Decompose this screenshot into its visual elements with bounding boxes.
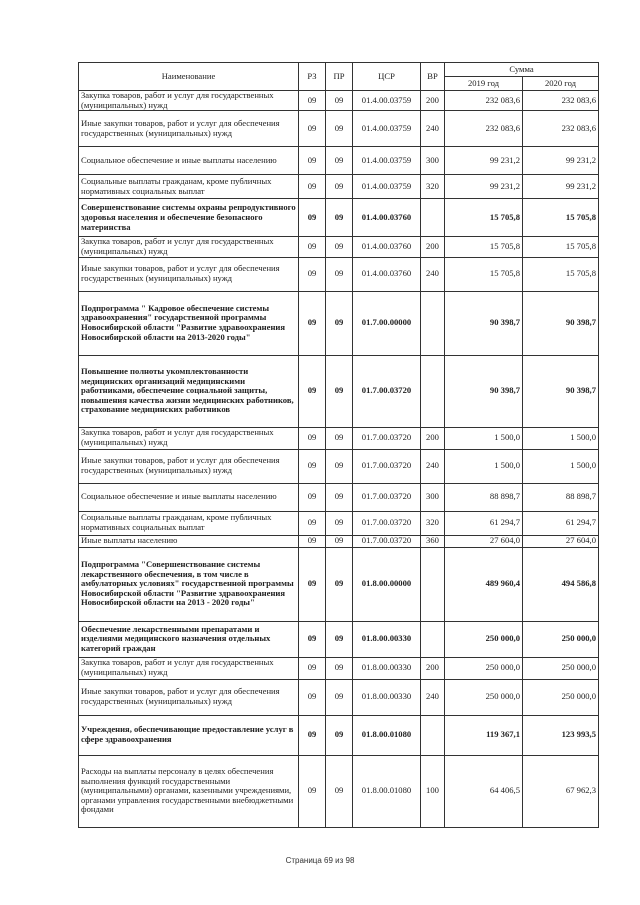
row-rz: 09 (299, 355, 326, 427)
row-csr: 01.8.00.00330 (353, 657, 421, 679)
table-row (79, 237, 599, 257)
row-amount-2019: 15 705,8 (445, 237, 523, 257)
row-amount-2019: 99 231,2 (445, 147, 523, 175)
row-vr: 240 (421, 111, 445, 147)
row-pr: 09 (326, 755, 353, 827)
row-vr: 240 (421, 679, 445, 715)
row-name: Иные закупки товаров, работ и услуг для обеспечения государственных (муниципальных) нужд (79, 111, 299, 147)
table-row (79, 291, 599, 355)
row-amount-2020: 61 294,7 (523, 511, 599, 535)
row-name: Совершенствование системы охраны репродуктивного здоровья населения и обеспечение безопасного материнства (79, 199, 299, 237)
budget-table (78, 62, 599, 828)
row-csr: 01.4.00.03759 (353, 91, 421, 111)
row-csr: 01.8.00.01080 (353, 755, 421, 827)
row-csr: 01.8.00.00000 (353, 547, 421, 621)
row-vr: 320 (421, 175, 445, 199)
row-rz: 09 (299, 237, 326, 257)
row-amount-2020: 250 000,0 (523, 657, 599, 679)
row-name: Иные закупки товаров, работ и услуг для обеспечения государственных (муниципальных) нужд (79, 257, 299, 291)
row-csr: 01.7.00.03720 (353, 449, 421, 483)
row-rz: 09 (299, 715, 326, 755)
table-row (79, 147, 599, 175)
row-vr: 300 (421, 483, 445, 511)
table-row (79, 621, 599, 657)
row-amount-2020: 15 705,8 (523, 257, 599, 291)
row-rz: 09 (299, 257, 326, 291)
row-pr: 09 (326, 237, 353, 257)
row-name: Закупка товаров, работ и услуг для государственных (муниципальных) нужд (79, 657, 299, 679)
row-vr: 240 (421, 449, 445, 483)
row-csr: 01.4.00.03760 (353, 257, 421, 291)
header-csr: ЦСР (353, 63, 421, 91)
row-amount-2019: 61 294,7 (445, 511, 523, 535)
row-vr (421, 355, 445, 427)
header-name: Наименование (79, 63, 299, 91)
row-name: Закупка товаров, работ и услуг для государственных (муниципальных) нужд (79, 91, 299, 111)
header-sum: Сумма (445, 63, 599, 77)
row-amount-2020: 88 898,7 (523, 483, 599, 511)
row-amount-2019: 232 083,6 (445, 111, 523, 147)
row-csr: 01.4.00.03760 (353, 199, 421, 237)
row-csr: 01.4.00.03759 (353, 175, 421, 199)
row-amount-2020: 232 083,6 (523, 111, 599, 147)
row-name: Подпрограмма " Кадровое обеспечение системы здравоохранения" государственной программы Новосибирской области "Развитие здравоохранения Новосибирской области на 2013-2020 годы" (79, 291, 299, 355)
row-name: Повышение полноты укомплектованности медицинских организаций медицинскими работниками, обеспечение социальной защиты, повышения качества жизни медицинских работников, страхование медицинских работников (79, 355, 299, 427)
header-year-2019: 2019 год (445, 77, 523, 91)
row-amount-2020: 494 586,8 (523, 547, 599, 621)
row-name: Расходы на выплаты персоналу в целях обеспечения выполнения функций государственными (муниципальными) органами, казенными учреждениями, органами управления государственными внебюджетными фондами (79, 755, 299, 827)
row-pr: 09 (326, 257, 353, 291)
row-amount-2019: 15 705,8 (445, 257, 523, 291)
row-rz: 09 (299, 427, 326, 449)
row-amount-2020: 90 398,7 (523, 291, 599, 355)
row-vr: 240 (421, 257, 445, 291)
table-row (79, 355, 599, 427)
row-amount-2020: 232 083,6 (523, 91, 599, 111)
row-pr: 09 (326, 355, 353, 427)
row-rz: 09 (299, 679, 326, 715)
row-csr: 01.7.00.00000 (353, 291, 421, 355)
row-amount-2019: 27 604,0 (445, 535, 523, 547)
row-pr: 09 (326, 535, 353, 547)
row-amount-2020: 99 231,2 (523, 147, 599, 175)
table-row (79, 449, 599, 483)
row-name: Учреждения, обеспечивающие предоставление услуг в сфере здравоохранения (79, 715, 299, 755)
row-pr: 09 (326, 147, 353, 175)
row-csr: 01.7.00.03720 (353, 483, 421, 511)
row-amount-2019: 88 898,7 (445, 483, 523, 511)
row-amount-2020: 27 604,0 (523, 535, 599, 547)
row-rz: 09 (299, 111, 326, 147)
header-pr: ПР (326, 63, 353, 91)
row-amount-2019: 15 705,8 (445, 199, 523, 237)
row-rz: 09 (299, 621, 326, 657)
row-name: Закупка товаров, работ и услуг для государственных (муниципальных) нужд (79, 427, 299, 449)
row-rz: 09 (299, 199, 326, 237)
row-amount-2019: 64 406,5 (445, 755, 523, 827)
row-name: Подпрограмма "Совершенствование системы лекарственного обеспечения, в том числе в амбулаторных условиях" государственной программы Новосибирской области "Развитие здравоохранения Новосибирской области на 2013 - 2020 годы" (79, 547, 299, 621)
row-rz: 09 (299, 511, 326, 535)
row-name: Обеспечение лекарственными препаратами и изделиями медицинского назначения отдельных категорий граждан (79, 621, 299, 657)
row-name: Социальное обеспечение и иные выплаты населению (79, 483, 299, 511)
row-rz: 09 (299, 147, 326, 175)
row-pr: 09 (326, 111, 353, 147)
row-vr: 300 (421, 147, 445, 175)
row-amount-2020: 1 500,0 (523, 449, 599, 483)
header-rz: РЗ (299, 63, 326, 91)
row-rz: 09 (299, 291, 326, 355)
row-csr: 01.4.00.03759 (353, 147, 421, 175)
table-row (79, 535, 599, 547)
row-name: Иные выплаты населению (79, 535, 299, 547)
row-amount-2020: 67 962,3 (523, 755, 599, 827)
row-amount-2019: 1 500,0 (445, 449, 523, 483)
table-row (79, 679, 599, 715)
row-csr: 01.8.00.01080 (353, 715, 421, 755)
table-row (79, 547, 599, 621)
row-rz: 09 (299, 91, 326, 111)
row-vr: 360 (421, 535, 445, 547)
row-amount-2019: 90 398,7 (445, 291, 523, 355)
row-vr: 200 (421, 657, 445, 679)
row-amount-2019: 90 398,7 (445, 355, 523, 427)
row-amount-2020: 250 000,0 (523, 679, 599, 715)
row-vr (421, 621, 445, 657)
row-name: Социальные выплаты гражданам, кроме публичных нормативных социальных выплат (79, 511, 299, 535)
row-pr: 09 (326, 427, 353, 449)
row-rz: 09 (299, 449, 326, 483)
row-amount-2020: 123 993,5 (523, 715, 599, 755)
row-csr: 01.8.00.00330 (353, 621, 421, 657)
row-vr (421, 547, 445, 621)
row-name: Социальное обеспечение и иные выплаты населению (79, 147, 299, 175)
row-csr: 01.8.00.00330 (353, 679, 421, 715)
row-rz: 09 (299, 483, 326, 511)
row-vr: 200 (421, 427, 445, 449)
row-csr: 01.7.00.03720 (353, 511, 421, 535)
row-vr: 100 (421, 755, 445, 827)
row-csr: 01.4.00.03760 (353, 237, 421, 257)
table-row (79, 483, 599, 511)
row-amount-2019: 99 231,2 (445, 175, 523, 199)
row-pr: 09 (326, 291, 353, 355)
row-name: Иные закупки товаров, работ и услуг для обеспечения государственных (муниципальных) нужд (79, 449, 299, 483)
table-body (79, 91, 599, 828)
table-row (79, 175, 599, 199)
row-amount-2020: 15 705,8 (523, 237, 599, 257)
row-pr: 09 (326, 91, 353, 111)
row-pr: 09 (326, 621, 353, 657)
row-rz: 09 (299, 755, 326, 827)
table-row (79, 111, 599, 147)
row-name: Иные закупки товаров, работ и услуг для обеспечения государственных (муниципальных) нужд (79, 679, 299, 715)
row-amount-2019: 250 000,0 (445, 621, 523, 657)
row-pr: 09 (326, 511, 353, 535)
row-vr: 200 (421, 237, 445, 257)
row-amount-2020: 99 231,2 (523, 175, 599, 199)
row-pr: 09 (326, 547, 353, 621)
row-amount-2020: 90 398,7 (523, 355, 599, 427)
row-name: Социальные выплаты гражданам, кроме публичных нормативных социальных выплат (79, 175, 299, 199)
row-pr: 09 (326, 715, 353, 755)
row-csr: 01.4.00.03759 (353, 111, 421, 147)
header-year-2020: 2020 год (523, 77, 599, 91)
row-rz: 09 (299, 175, 326, 199)
table-row (79, 657, 599, 679)
row-rz: 09 (299, 535, 326, 547)
row-vr: 200 (421, 91, 445, 111)
row-amount-2019: 250 000,0 (445, 657, 523, 679)
row-rz: 09 (299, 547, 326, 621)
table-row (79, 755, 599, 827)
row-amount-2019: 232 083,6 (445, 91, 523, 111)
row-amount-2020: 1 500,0 (523, 427, 599, 449)
table-row (79, 199, 599, 237)
header-vr: ВР (421, 63, 445, 91)
row-amount-2019: 250 000,0 (445, 679, 523, 715)
table-row (79, 91, 599, 111)
row-pr: 09 (326, 679, 353, 715)
row-name: Закупка товаров, работ и услуг для государственных (муниципальных) нужд (79, 237, 299, 257)
row-pr: 09 (326, 199, 353, 237)
row-rz: 09 (299, 657, 326, 679)
row-vr: 320 (421, 511, 445, 535)
table-row (79, 427, 599, 449)
page-number: Страница 69 из 98 (285, 856, 355, 865)
table-row (79, 257, 599, 291)
row-pr: 09 (326, 483, 353, 511)
row-vr (421, 291, 445, 355)
table-row (79, 715, 599, 755)
row-pr: 09 (326, 449, 353, 483)
row-vr (421, 199, 445, 237)
row-amount-2020: 15 705,8 (523, 199, 599, 237)
table-row (79, 511, 599, 535)
row-csr: 01.7.00.03720 (353, 355, 421, 427)
row-amount-2019: 119 367,1 (445, 715, 523, 755)
row-vr (421, 715, 445, 755)
row-amount-2019: 1 500,0 (445, 427, 523, 449)
row-amount-2020: 250 000,0 (523, 621, 599, 657)
row-amount-2019: 489 960,4 (445, 547, 523, 621)
row-csr: 01.7.00.03720 (353, 535, 421, 547)
row-pr: 09 (326, 175, 353, 199)
row-csr: 01.7.00.03720 (353, 427, 421, 449)
row-pr: 09 (326, 657, 353, 679)
